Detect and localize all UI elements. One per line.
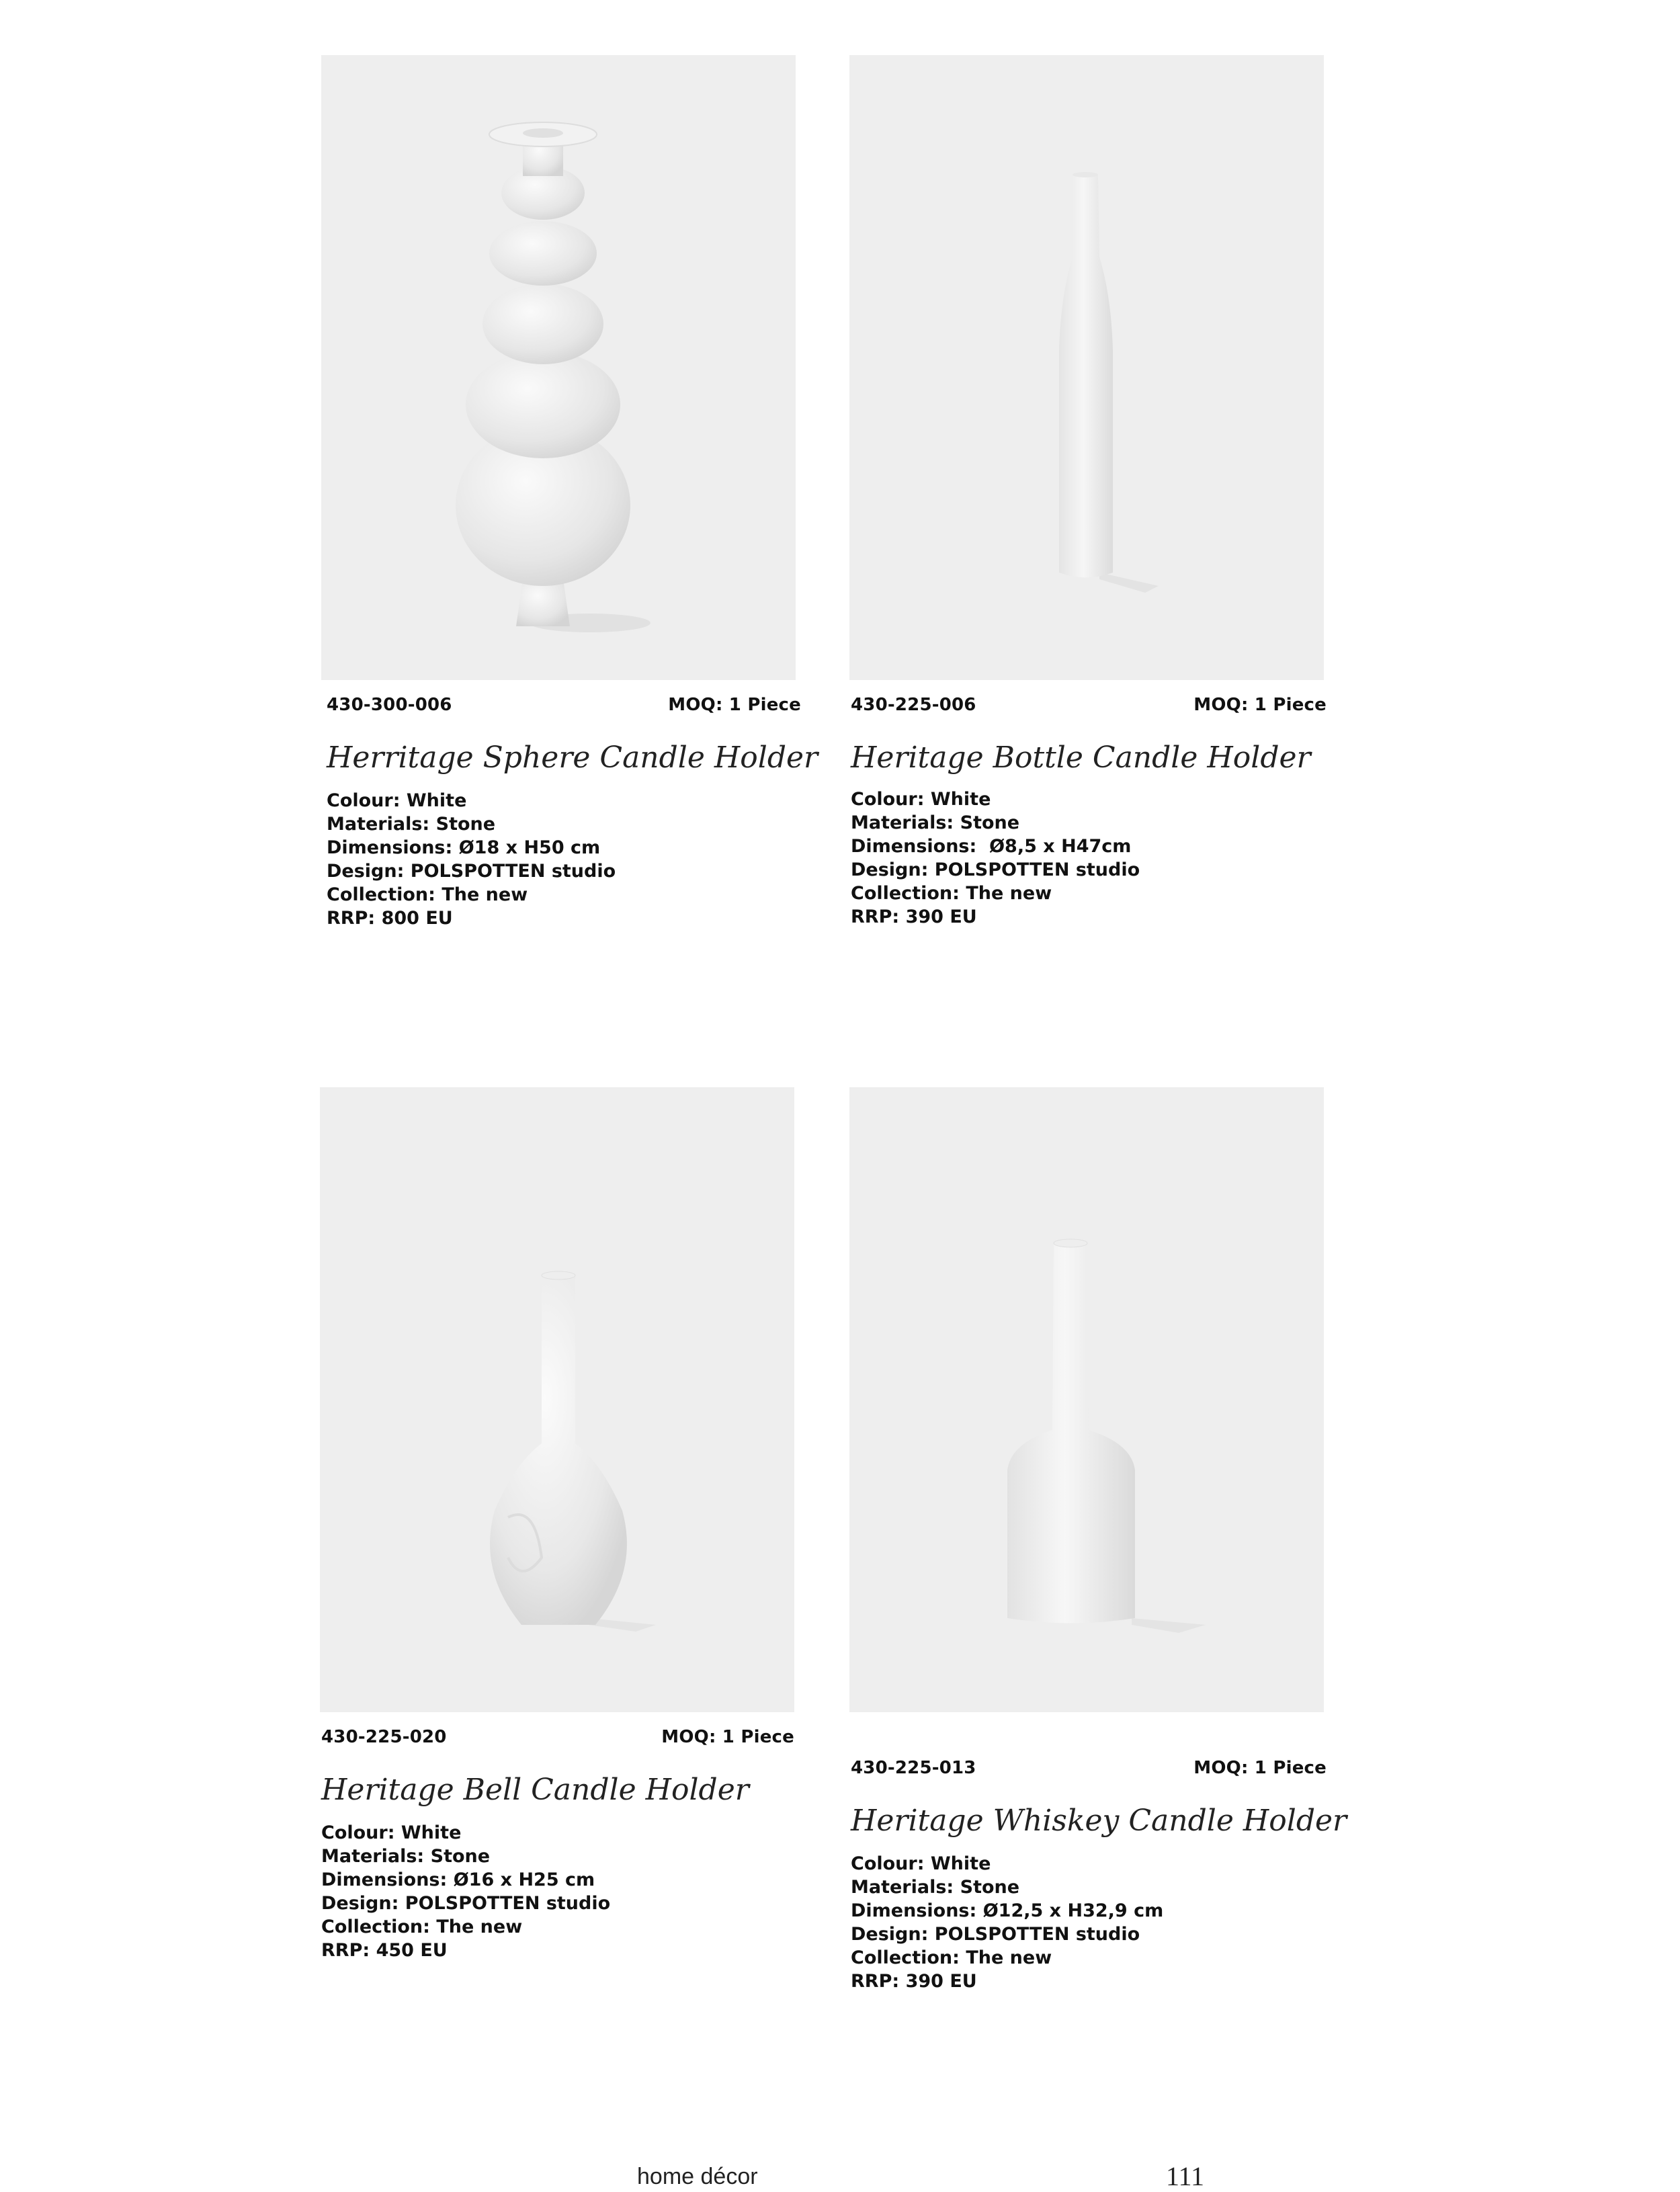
product-title: Heritage Bell Candle Holder <box>321 1773 749 1807</box>
spec-rrp: RRP: 800 EU <box>327 908 453 929</box>
spec-colour: Colour: White <box>321 1822 462 1843</box>
spec-collection: Collection: The new <box>851 883 1052 904</box>
product-photo <box>321 55 796 680</box>
spec-materials: Materials: Stone <box>327 814 496 835</box>
spec-rrp: RRP: 450 EU <box>321 1940 448 1961</box>
product-meta-row <box>849 695 1327 722</box>
product-moq: MOQ: 1 Piece <box>1193 1758 1327 1778</box>
spec-dimensions: Dimensions: Ø8,5 x H47cm <box>851 836 1132 857</box>
product-photo <box>320 1087 794 1712</box>
product-card-bell <box>320 1087 797 1961</box>
product-meta-row <box>849 1758 1327 1785</box>
spec-dimensions: Dimensions: Ø18 x H50 cm <box>327 837 601 858</box>
spec-dimensions: Dimensions: Ø16 x H25 cm <box>321 1869 595 1890</box>
spec-design: Design: POLSPOTTEN studio <box>851 1924 1140 1945</box>
spec-design: Design: POLSPOTTEN studio <box>851 859 1140 880</box>
product-specs <box>851 1852 1163 1993</box>
spec-collection: Collection: The new <box>327 884 528 905</box>
product-moq: MOQ: 1 Piece <box>668 695 801 715</box>
product-sku: 430-225-020 <box>321 1727 447 1747</box>
product-moq: MOQ: 1 Piece <box>1193 695 1327 715</box>
spec-rrp: RRP: 390 EU <box>851 1971 977 1992</box>
product-meta-row <box>321 695 801 722</box>
whiskey-candle-holder-image <box>849 1087 1324 1712</box>
spec-materials: Materials: Stone <box>851 1877 1020 1898</box>
spec-design: Design: POLSPOTTEN studio <box>327 861 616 882</box>
spec-colour: Colour: White <box>851 1853 991 1874</box>
bell-candle-holder-image <box>320 1087 794 1712</box>
product-photo <box>849 1087 1324 1712</box>
spec-dimensions: Dimensions: Ø12,5 x H32,9 cm <box>851 1900 1164 1921</box>
product-photo <box>849 55 1324 680</box>
product-card-bottle <box>849 55 1327 929</box>
product-specs <box>321 1821 610 1962</box>
spec-collection: Collection: The new <box>851 1947 1052 1968</box>
product-sku: 430-225-013 <box>851 1758 976 1778</box>
spec-collection: Collection: The new <box>321 1916 523 1937</box>
product-title: Herritage Sphere Candle Holder <box>327 741 818 775</box>
product-title: Heritage Whiskey Candle Holder <box>851 1804 1347 1838</box>
product-card-whiskey <box>849 1087 1347 2001</box>
product-sku: 430-225-006 <box>851 695 976 715</box>
product-sku: 430-300-006 <box>327 695 452 715</box>
spec-materials: Materials: Stone <box>851 812 1020 833</box>
product-title: Heritage Bottle Candle Holder <box>851 741 1311 775</box>
spec-materials: Materials: Stone <box>321 1846 491 1867</box>
product-specs <box>327 789 616 930</box>
page-number: 111 <box>1166 2161 1205 2191</box>
product-card-sphere <box>321 55 818 929</box>
product-moq: MOQ: 1 Piece <box>661 1727 794 1747</box>
spec-colour: Colour: White <box>851 789 991 810</box>
spec-colour: Colour: White <box>327 790 467 811</box>
spec-rrp: RRP: 390 EU <box>851 907 977 927</box>
spec-design: Design: POLSPOTTEN studio <box>321 1893 611 1914</box>
product-meta-row <box>320 1727 797 1754</box>
bottle-candle-holder-image <box>849 55 1324 680</box>
sphere-candle-holder-image <box>321 55 796 680</box>
product-specs <box>851 788 1140 929</box>
footer-section-label: home décor <box>637 2164 758 2189</box>
